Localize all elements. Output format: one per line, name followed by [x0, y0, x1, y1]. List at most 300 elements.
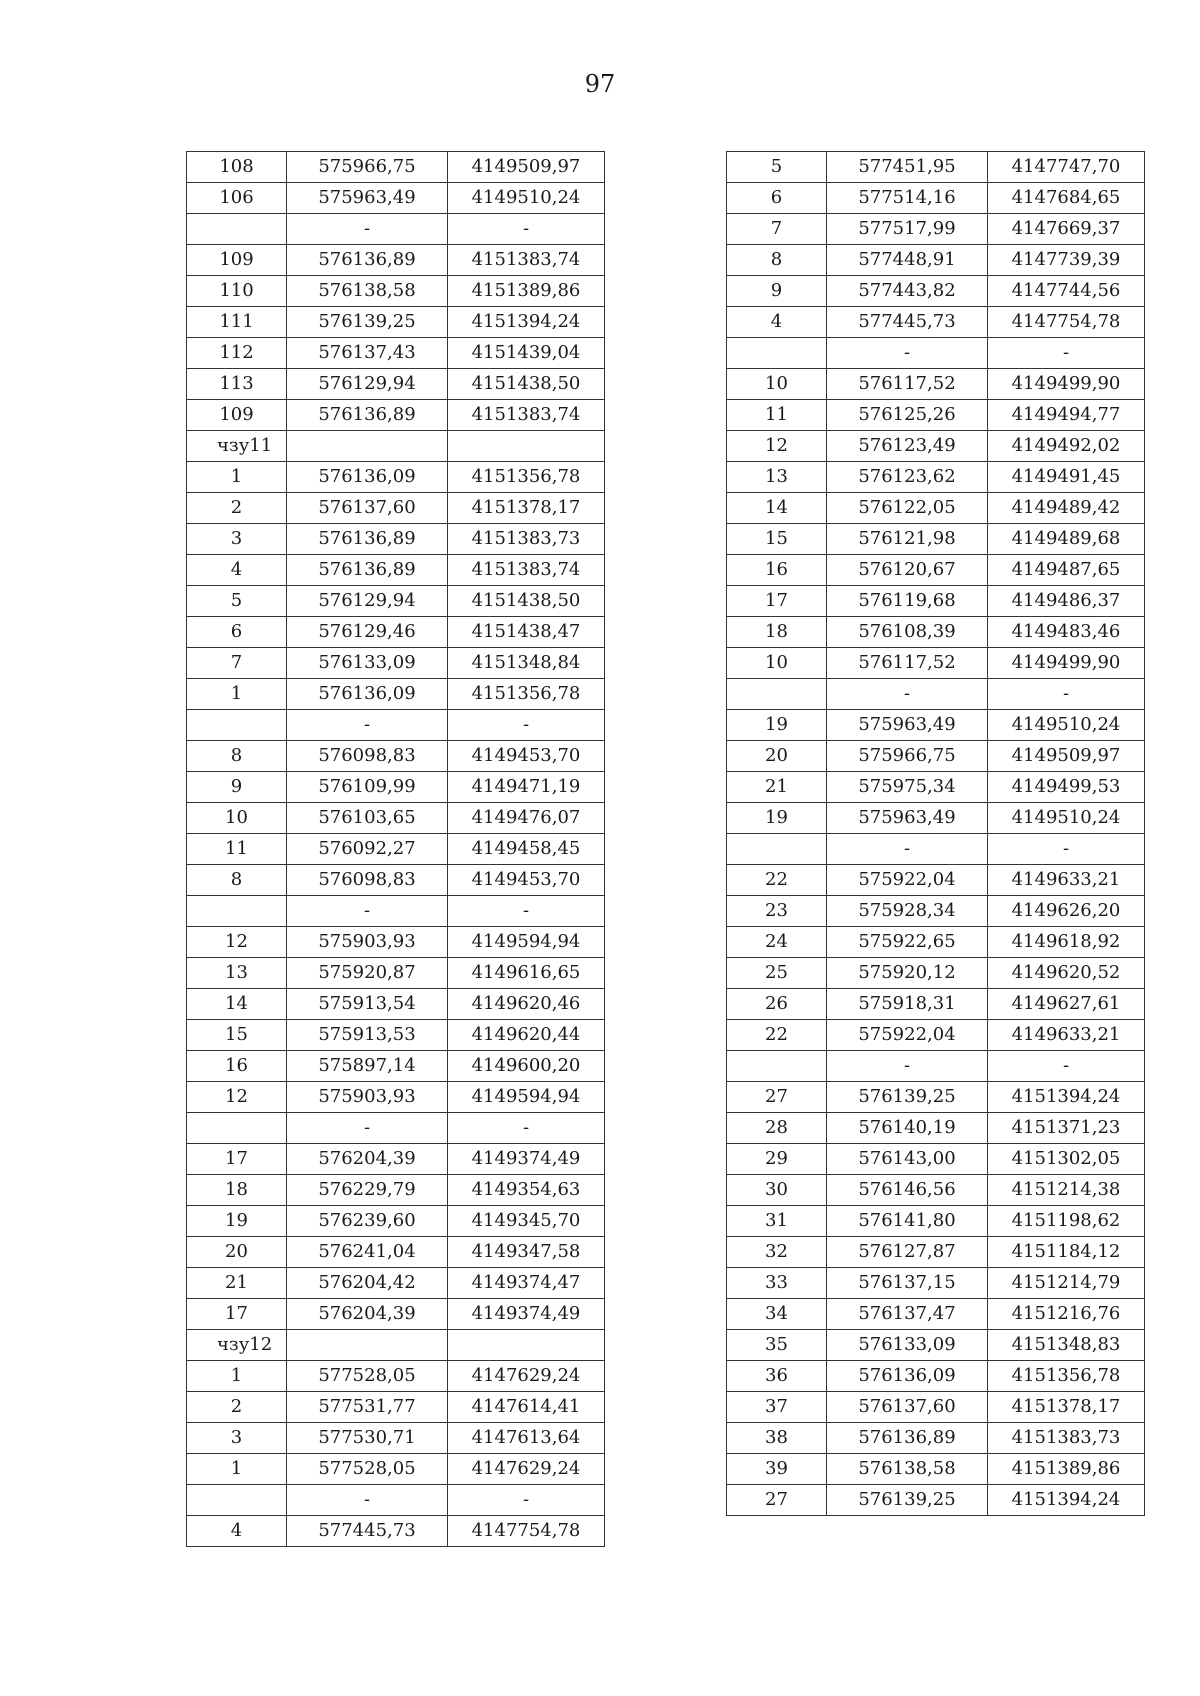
- point-number-cell: 12: [187, 1082, 287, 1113]
- point-number-cell: 14: [727, 493, 827, 524]
- point-number-cell: 20: [727, 741, 827, 772]
- table-row: [727, 1237, 1145, 1268]
- x-coordinate-cell: 575922,04: [827, 1020, 988, 1051]
- point-number-cell: [727, 834, 827, 865]
- point-number-cell: 10: [187, 803, 287, 834]
- point-number-cell: 1: [187, 1454, 287, 1485]
- point-number-cell: 9: [187, 772, 287, 803]
- point-number-cell: 24: [727, 927, 827, 958]
- table-row: [187, 834, 605, 865]
- point-number-cell: 31: [727, 1206, 827, 1237]
- point-number-cell: 4: [187, 1516, 287, 1547]
- point-number-cell: 36: [727, 1361, 827, 1392]
- table-row: [727, 462, 1145, 493]
- table-row: [727, 648, 1145, 679]
- point-number-cell: 1: [187, 679, 287, 710]
- y-coordinate-cell: 4151389,86: [988, 1454, 1145, 1485]
- page-number: 97: [584, 70, 616, 98]
- x-coordinate-cell: 576204,39: [287, 1299, 448, 1330]
- y-coordinate-cell: 4151438,50: [448, 369, 605, 400]
- y-coordinate-cell: 4147754,78: [988, 307, 1145, 338]
- table-row: [187, 865, 605, 896]
- x-coordinate-cell: 575963,49: [827, 710, 988, 741]
- x-coordinate-cell: 576136,89: [287, 524, 448, 555]
- y-coordinate-cell: 4147669,37: [988, 214, 1145, 245]
- table-row: [727, 586, 1145, 617]
- y-coordinate-cell: 4151348,84: [448, 648, 605, 679]
- table-row: [727, 1020, 1145, 1051]
- x-coordinate-cell: 576127,87: [827, 1237, 988, 1268]
- table-row: [187, 1175, 605, 1206]
- table-row: [727, 803, 1145, 834]
- x-coordinate-cell: 575963,49: [287, 183, 448, 214]
- point-number-cell: 16: [187, 1051, 287, 1082]
- x-coordinate-cell: 576138,58: [287, 276, 448, 307]
- x-coordinate-cell: 576136,89: [287, 245, 448, 276]
- table-row: [187, 989, 605, 1020]
- x-coordinate-cell: 575963,49: [827, 803, 988, 834]
- table-row: [187, 586, 605, 617]
- y-coordinate-cell: 4149489,68: [988, 524, 1145, 555]
- x-coordinate-cell: 576103,65: [287, 803, 448, 834]
- y-coordinate-cell: -: [988, 679, 1145, 710]
- x-coordinate-cell: 575966,75: [287, 152, 448, 183]
- point-number-cell: 35: [727, 1330, 827, 1361]
- x-coordinate-cell: 576108,39: [827, 617, 988, 648]
- y-coordinate-cell: 4151378,17: [988, 1392, 1145, 1423]
- x-coordinate-cell: 575975,34: [827, 772, 988, 803]
- x-coordinate-cell: 576146,56: [827, 1175, 988, 1206]
- table-row: [727, 152, 1145, 183]
- y-coordinate-cell: 4149633,21: [988, 1020, 1145, 1051]
- table-row: [727, 555, 1145, 586]
- table-row: [727, 710, 1145, 741]
- table-row: [187, 1082, 605, 1113]
- point-number-cell: 28: [727, 1113, 827, 1144]
- y-coordinate-cell: 4149374,47: [448, 1268, 605, 1299]
- point-number-cell: 109: [187, 400, 287, 431]
- y-coordinate-cell: -: [448, 896, 605, 927]
- y-coordinate-cell: -: [988, 1051, 1145, 1082]
- point-number-cell: 21: [187, 1268, 287, 1299]
- point-number-cell: 22: [727, 865, 827, 896]
- point-number-cell: 5: [727, 152, 827, 183]
- y-coordinate-cell: 4147744,56: [988, 276, 1145, 307]
- table-row: [727, 741, 1145, 772]
- point-number-cell: 13: [187, 958, 287, 989]
- table-row: [727, 927, 1145, 958]
- table-row: [187, 1299, 605, 1330]
- table-row: [187, 462, 605, 493]
- y-coordinate-cell: 4147629,24: [448, 1454, 605, 1485]
- point-number-cell: 5: [187, 586, 287, 617]
- table-row: [727, 183, 1145, 214]
- table-row: [187, 958, 605, 989]
- x-coordinate-cell: -: [827, 338, 988, 369]
- table-row: [727, 1268, 1145, 1299]
- table-row: [727, 896, 1145, 927]
- table-row: [187, 1485, 605, 1516]
- x-coordinate-cell: 576204,39: [287, 1144, 448, 1175]
- table-row: [187, 369, 605, 400]
- x-coordinate-cell: -: [287, 710, 448, 741]
- point-number-cell: 10: [727, 369, 827, 400]
- table-row: [187, 338, 605, 369]
- y-coordinate-cell: 4151389,86: [448, 276, 605, 307]
- x-coordinate-cell: 575918,31: [827, 989, 988, 1020]
- point-number-cell: 8: [187, 865, 287, 896]
- x-coordinate-cell: 576119,68: [827, 586, 988, 617]
- x-coordinate-cell: 576139,25: [827, 1082, 988, 1113]
- table-row: [187, 431, 605, 462]
- table-row: [187, 493, 605, 524]
- point-number-cell: [187, 1485, 287, 1516]
- y-coordinate-cell: 4151394,24: [988, 1485, 1145, 1516]
- x-coordinate-cell: -: [287, 896, 448, 927]
- x-coordinate-cell: 576117,52: [827, 369, 988, 400]
- x-coordinate-cell: 575913,53: [287, 1020, 448, 1051]
- x-coordinate-cell: 576137,15: [827, 1268, 988, 1299]
- y-coordinate-cell: 4151438,50: [448, 586, 605, 617]
- x-coordinate-cell: 576239,60: [287, 1206, 448, 1237]
- table-row: [187, 1113, 605, 1144]
- y-coordinate-cell: 4151394,24: [448, 307, 605, 338]
- point-number-cell: 9: [727, 276, 827, 307]
- x-coordinate-cell: 575928,34: [827, 896, 988, 927]
- table-row: [727, 1206, 1145, 1237]
- point-number-cell: 109: [187, 245, 287, 276]
- point-number-cell: 8: [727, 245, 827, 276]
- y-coordinate-cell: 4147754,78: [448, 1516, 605, 1547]
- point-number-cell: 6: [187, 617, 287, 648]
- x-coordinate-cell: 577451,95: [827, 152, 988, 183]
- table-row: [187, 183, 605, 214]
- y-coordinate-cell: 4149458,45: [448, 834, 605, 865]
- y-coordinate-cell: 4149354,63: [448, 1175, 605, 1206]
- table-row: [187, 710, 605, 741]
- y-coordinate-cell: 4149627,61: [988, 989, 1145, 1020]
- table-row: [727, 400, 1145, 431]
- point-number-cell: 3: [187, 1423, 287, 1454]
- y-coordinate-cell: 4147614,41: [448, 1392, 605, 1423]
- point-number-cell: 14: [187, 989, 287, 1020]
- point-number-cell: 2: [187, 1392, 287, 1423]
- table-row: [727, 307, 1145, 338]
- point-number-cell: 106: [187, 183, 287, 214]
- table-row: [187, 896, 605, 927]
- x-coordinate-cell: 577448,91: [827, 245, 988, 276]
- x-coordinate-cell: 576229,79: [287, 1175, 448, 1206]
- point-number-cell: 15: [187, 1020, 287, 1051]
- y-coordinate-cell: 4149510,24: [988, 710, 1145, 741]
- y-coordinate-cell: 4151383,74: [448, 400, 605, 431]
- point-number-cell: 19: [727, 803, 827, 834]
- point-number-cell: 12: [187, 927, 287, 958]
- point-number-cell: 112: [187, 338, 287, 369]
- y-coordinate-cell: 4149491,45: [988, 462, 1145, 493]
- point-number-cell: [727, 338, 827, 369]
- x-coordinate-cell: 577445,73: [827, 307, 988, 338]
- x-coordinate-cell: 577443,82: [827, 276, 988, 307]
- table-row: [187, 214, 605, 245]
- point-number-cell: 11: [187, 834, 287, 865]
- x-coordinate-cell: -: [827, 1051, 988, 1082]
- point-number-cell: 38: [727, 1423, 827, 1454]
- y-coordinate-cell: 4147747,70: [988, 152, 1145, 183]
- table-row: [727, 369, 1145, 400]
- x-coordinate-cell: 576129,94: [287, 586, 448, 617]
- point-number-cell: [727, 679, 827, 710]
- x-coordinate-cell: 576136,89: [287, 400, 448, 431]
- table-row: [187, 276, 605, 307]
- y-coordinate-cell: 4151383,73: [988, 1423, 1145, 1454]
- x-coordinate-cell: 577445,73: [287, 1516, 448, 1547]
- point-number-cell: 18: [187, 1175, 287, 1206]
- point-number-cell: 17: [187, 1144, 287, 1175]
- table-row: [727, 989, 1145, 1020]
- table-row: [727, 1392, 1145, 1423]
- y-coordinate-cell: 4149453,70: [448, 865, 605, 896]
- x-coordinate-cell: -: [827, 679, 988, 710]
- table-row: [727, 834, 1145, 865]
- point-number-cell: 19: [187, 1206, 287, 1237]
- point-number-cell: 11: [727, 400, 827, 431]
- x-coordinate-cell: 575903,93: [287, 1082, 448, 1113]
- y-coordinate-cell: 4151356,78: [448, 462, 605, 493]
- point-number-cell: 34: [727, 1299, 827, 1330]
- point-number-cell: 25: [727, 958, 827, 989]
- x-coordinate-cell: 576136,89: [827, 1423, 988, 1454]
- table-row: [727, 245, 1145, 276]
- table-row: [727, 1454, 1145, 1485]
- y-coordinate-cell: 4151438,47: [448, 617, 605, 648]
- x-coordinate-cell: 575897,14: [287, 1051, 448, 1082]
- x-coordinate-cell: 575920,87: [287, 958, 448, 989]
- y-coordinate-cell: 4151356,78: [448, 679, 605, 710]
- point-number-cell: 16: [727, 555, 827, 586]
- y-coordinate-cell: -: [448, 1113, 605, 1144]
- point-number-cell: чзу11: [187, 431, 287, 462]
- table-row: [727, 338, 1145, 369]
- y-coordinate-cell: 4147613,64: [448, 1423, 605, 1454]
- table-row: [727, 1051, 1145, 1082]
- y-coordinate-cell: 4151439,04: [448, 338, 605, 369]
- x-coordinate-cell: 576109,99: [287, 772, 448, 803]
- table-row: [187, 803, 605, 834]
- y-coordinate-cell: 4147684,65: [988, 183, 1145, 214]
- y-coordinate-cell: 4151383,74: [448, 555, 605, 586]
- table-row: [187, 617, 605, 648]
- table-row: [187, 152, 605, 183]
- x-coordinate-cell: 577528,05: [287, 1454, 448, 1485]
- y-coordinate-cell: [448, 1330, 605, 1361]
- x-coordinate-cell: 577531,77: [287, 1392, 448, 1423]
- x-coordinate-cell: 576121,98: [827, 524, 988, 555]
- y-coordinate-cell: -: [988, 338, 1145, 369]
- y-coordinate-cell: 4149594,94: [448, 1082, 605, 1113]
- point-number-cell: 23: [727, 896, 827, 927]
- table-row: [187, 1423, 605, 1454]
- point-number-cell: 2: [187, 493, 287, 524]
- y-coordinate-cell: 4149374,49: [448, 1144, 605, 1175]
- y-coordinate-cell: -: [448, 710, 605, 741]
- y-coordinate-cell: 4151378,17: [448, 493, 605, 524]
- x-coordinate-cell: -: [287, 214, 448, 245]
- y-coordinate-cell: 4151356,78: [988, 1361, 1145, 1392]
- y-coordinate-cell: 4149620,52: [988, 958, 1145, 989]
- point-number-cell: 110: [187, 276, 287, 307]
- point-number-cell: 7: [727, 214, 827, 245]
- y-coordinate-cell: 4147739,39: [988, 245, 1145, 276]
- y-coordinate-cell: 4149345,70: [448, 1206, 605, 1237]
- y-coordinate-cell: 4149620,46: [448, 989, 605, 1020]
- table-row: [187, 1516, 605, 1547]
- table-row: [187, 648, 605, 679]
- x-coordinate-cell: 577517,99: [827, 214, 988, 245]
- x-coordinate-cell: 576137,43: [287, 338, 448, 369]
- y-coordinate-cell: 4147629,24: [448, 1361, 605, 1392]
- x-coordinate-cell: 576136,09: [827, 1361, 988, 1392]
- y-coordinate-cell: 4149509,97: [448, 152, 605, 183]
- table-row: [727, 431, 1145, 462]
- point-number-cell: 8: [187, 741, 287, 772]
- y-coordinate-cell: 4149499,53: [988, 772, 1145, 803]
- y-coordinate-cell: 4149374,49: [448, 1299, 605, 1330]
- point-number-cell: [187, 1113, 287, 1144]
- x-coordinate-cell: -: [827, 834, 988, 865]
- y-coordinate-cell: 4149347,58: [448, 1237, 605, 1268]
- x-coordinate-cell: 576136,09: [287, 462, 448, 493]
- table-row: [187, 1051, 605, 1082]
- x-coordinate-cell: 577528,05: [287, 1361, 448, 1392]
- point-number-cell: 32: [727, 1237, 827, 1268]
- point-number-cell: 19: [727, 710, 827, 741]
- y-coordinate-cell: 4149620,44: [448, 1020, 605, 1051]
- x-coordinate-cell: 576129,46: [287, 617, 448, 648]
- x-coordinate-cell: 576241,04: [287, 1237, 448, 1268]
- table-row: [727, 1299, 1145, 1330]
- table-row: [187, 772, 605, 803]
- table-row: [187, 679, 605, 710]
- table-row: [727, 214, 1145, 245]
- point-number-cell: 26: [727, 989, 827, 1020]
- point-number-cell: 1: [187, 462, 287, 493]
- table-row: [727, 1175, 1145, 1206]
- x-coordinate-cell: 576133,09: [827, 1330, 988, 1361]
- x-coordinate-cell: -: [287, 1113, 448, 1144]
- x-coordinate-cell: 576117,52: [827, 648, 988, 679]
- x-coordinate-cell: 576098,83: [287, 741, 448, 772]
- x-coordinate-cell: 576204,42: [287, 1268, 448, 1299]
- table-row: [187, 1330, 605, 1361]
- y-coordinate-cell: 4151394,24: [988, 1082, 1145, 1113]
- point-number-cell: 39: [727, 1454, 827, 1485]
- table-row: [187, 555, 605, 586]
- point-number-cell: 4: [727, 307, 827, 338]
- x-coordinate-cell: -: [287, 1485, 448, 1516]
- table-row: [727, 679, 1145, 710]
- x-coordinate-cell: 576123,49: [827, 431, 988, 462]
- x-coordinate-cell: 576092,27: [287, 834, 448, 865]
- table-row: [187, 307, 605, 338]
- y-coordinate-cell: 4149487,65: [988, 555, 1145, 586]
- y-coordinate-cell: 4149453,70: [448, 741, 605, 772]
- table-row: [727, 493, 1145, 524]
- point-number-cell: 113: [187, 369, 287, 400]
- y-coordinate-cell: 4149600,20: [448, 1051, 605, 1082]
- y-coordinate-cell: 4151214,38: [988, 1175, 1145, 1206]
- x-coordinate-cell: 576138,58: [827, 1454, 988, 1485]
- table-row: [727, 1485, 1145, 1516]
- point-number-cell: 13: [727, 462, 827, 493]
- y-coordinate-cell: 4149618,92: [988, 927, 1145, 958]
- table-row: [187, 1237, 605, 1268]
- point-number-cell: 29: [727, 1144, 827, 1175]
- y-coordinate-cell: -: [448, 214, 605, 245]
- y-coordinate-cell: 4149494,77: [988, 400, 1145, 431]
- y-coordinate-cell: 4149499,90: [988, 648, 1145, 679]
- point-number-cell: 1: [187, 1361, 287, 1392]
- point-number-cell: [727, 1051, 827, 1082]
- table-row: [187, 1361, 605, 1392]
- y-coordinate-cell: 4151383,73: [448, 524, 605, 555]
- y-coordinate-cell: 4151302,05: [988, 1144, 1145, 1175]
- point-number-cell: 21: [727, 772, 827, 803]
- point-number-cell: 15: [727, 524, 827, 555]
- x-coordinate-cell: 576136,89: [287, 555, 448, 586]
- x-coordinate-cell: 576098,83: [287, 865, 448, 896]
- table-row: [727, 1423, 1145, 1454]
- table-row: [187, 1392, 605, 1423]
- y-coordinate-cell: 4149476,07: [448, 803, 605, 834]
- x-coordinate-cell: 575922,65: [827, 927, 988, 958]
- point-number-cell: 27: [727, 1082, 827, 1113]
- x-coordinate-cell: 576140,19: [827, 1113, 988, 1144]
- table-row: [727, 1113, 1145, 1144]
- table-row: [727, 524, 1145, 555]
- x-coordinate-cell: 576129,94: [287, 369, 448, 400]
- x-coordinate-cell: 576136,09: [287, 679, 448, 710]
- point-number-cell: 17: [187, 1299, 287, 1330]
- coordinates-table-left: [186, 151, 605, 1547]
- point-number-cell: 111: [187, 307, 287, 338]
- x-coordinate-cell: 576139,25: [287, 307, 448, 338]
- table-row: [727, 1082, 1145, 1113]
- y-coordinate-cell: 4151371,23: [988, 1113, 1145, 1144]
- table-row: [727, 1361, 1145, 1392]
- coordinates-table-right: [726, 151, 1145, 1516]
- table-row: [727, 1330, 1145, 1361]
- y-coordinate-cell: 4149471,19: [448, 772, 605, 803]
- y-coordinate-cell: -: [448, 1485, 605, 1516]
- y-coordinate-cell: 4151184,12: [988, 1237, 1145, 1268]
- y-coordinate-cell: 4149510,24: [448, 183, 605, 214]
- point-number-cell: 6: [727, 183, 827, 214]
- point-number-cell: 7: [187, 648, 287, 679]
- x-coordinate-cell: 576122,05: [827, 493, 988, 524]
- point-number-cell: 10: [727, 648, 827, 679]
- x-coordinate-cell: 576137,47: [827, 1299, 988, 1330]
- y-coordinate-cell: 4151348,83: [988, 1330, 1145, 1361]
- table-row: [187, 1454, 605, 1485]
- point-number-cell: 18: [727, 617, 827, 648]
- x-coordinate-cell: 577514,16: [827, 183, 988, 214]
- point-number-cell: 108: [187, 152, 287, 183]
- x-coordinate-cell: [287, 431, 448, 462]
- y-coordinate-cell: 4149499,90: [988, 369, 1145, 400]
- y-coordinate-cell: -: [988, 834, 1145, 865]
- point-number-cell: чзу12: [187, 1330, 287, 1361]
